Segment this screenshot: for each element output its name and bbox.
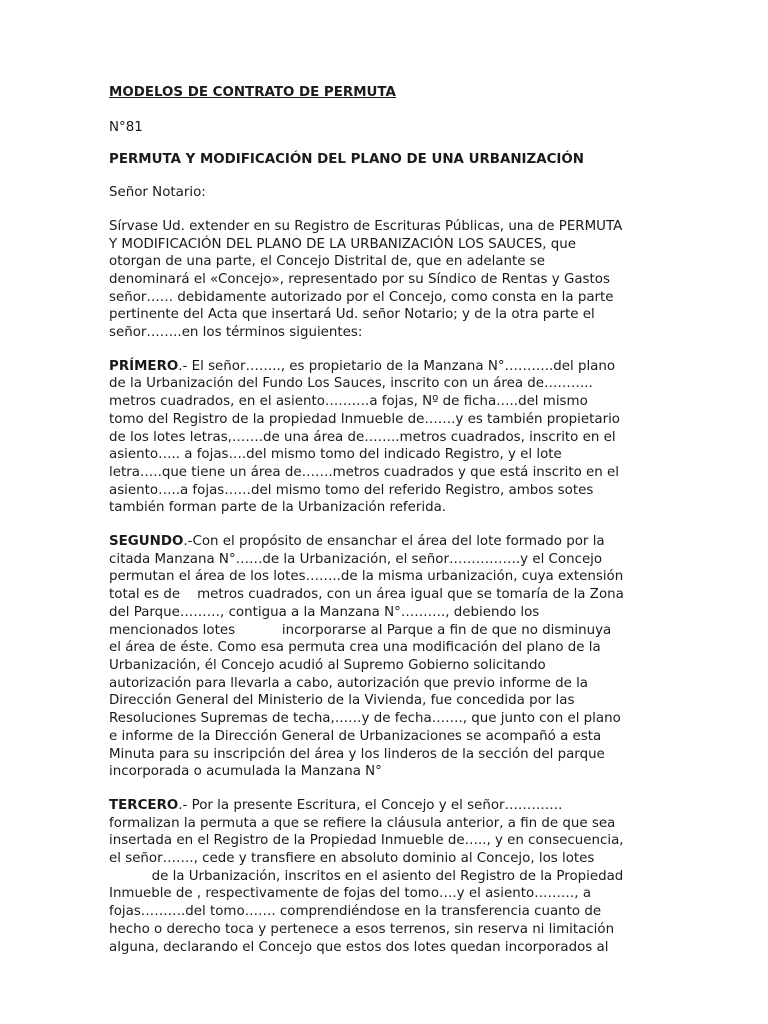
- clause-text: .- El señor…….., es propietario de la Manzana N°………..del plano de la Urbanización del Fundo Los Sauces, inscrito con un área de……….. metros cuadrados, en el asiento……….a fojas, Nº de ficha…..del mismo tomo del Registro de la propiedad Inmueble de…….y es también propietario de los lotes letras,…….de una área de……..metros cuadrados, inscrito en el asiento….. a fojas….del mismo tomo del indicado Registro, y el lote letra…..que tiene un área de…….metros cuadrados y que está inscrito en el asiento…..a fojas……del mismo tomo del referido Registro, ambos sotes también forman parte de la Urbanización referida.: [109, 358, 620, 516]
- clause-label: SEGUNDO: [109, 534, 184, 550]
- clause-text: .-Con el propósito de ensanchar el área del lote formado por la citada Manzana N°……de la Urbanización, el señor…………….y el Concejo permutan el área de los lotes……..de la misma urbanización, cuya extensión total es de metros cuadrados, con un área igual que se tomaría de la Zona del Parque………, contigua a la Manzana N°………., debiendo los mencionados lotes incorporarse al Parque a fin de que no disminuya el área de éste. Como esa permuta crea una modificación del plano de la Urbanización, él Concejo acudió al Supremo Gobierno solicitando autorización para llevarla a cabo, autorización que previo informe de la Dirección General del Ministerio de la Vivienda, fue concedida por las Resoluciones Supremas de techa,……y de fecha……., que junto con el plano e informe de la Dirección General de Urbanizaciones se acompañó a esta Minuta para su inscripción del área y los linderos de la sección del parque incorporada o acumulada la Manzana N°: [109, 534, 624, 780]
- clause-tercero: [109, 797, 661, 956]
- document-subtitle: PERMUTA Y MODIFICACIÓN DEL PLANO DE UNA URBANIZACIÓN: [109, 152, 585, 168]
- intro-paragraph: Sírvase Ud. extender en su Registro de Escrituras Públicas, una de PERMUTA Y MODIFICACIÓN DEL PLANO DE LA URBANIZACIÓN LOS SAUCES, que otorgan de una parte, el Concejo Distrital de, que en adelante se denominará el «Concejo», representado por su Síndico de Rentas y Gastos señor…… debidamente autorizado por el Concejo, como consta en la parte pertinente del Acta que insertará Ud. señor Notario; y de la otra parte el señor……..en los términos siguientes:: [109, 218, 623, 341]
- clause-segundo: [109, 533, 661, 781]
- clause-label: TERCERO: [109, 797, 179, 813]
- clause-label: PRÍMERO: [109, 358, 179, 374]
- document-number: N°81: [109, 119, 143, 135]
- document-page: [109, 84, 661, 1022]
- document-title: MODELOS DE CONTRATO DE PERMUTA: [109, 85, 396, 100]
- clause-text: .- Por la presente Escritura, el Concejo y el señor…………. formalizan la permuta a que se refiere la cláusula anterior, a fin de que sea insertada en el Registro de la Propiedad Inmueble de….., y en consecuencia, el señor……., cede y transfiere en absoluto dominio al Concejo, los lotes de la Urbanización, inscritos en el asiento del Registro de la Propiedad Inmueble de , respectivamente de fojas del tomo….y el asiento………, a fojas……….del tomo……. comprendiéndose en la transferencia cuanto de hecho o derecho toca y pertenece a esos terrenos, sin reserva ni limitación alguna, declarando el Concejo que estos dos lotes quedan incorporados al: [109, 797, 624, 955]
- greeting: Señor Notario:: [109, 185, 206, 201]
- clause-primero: [109, 358, 661, 517]
- document-body: [109, 84, 661, 1022]
